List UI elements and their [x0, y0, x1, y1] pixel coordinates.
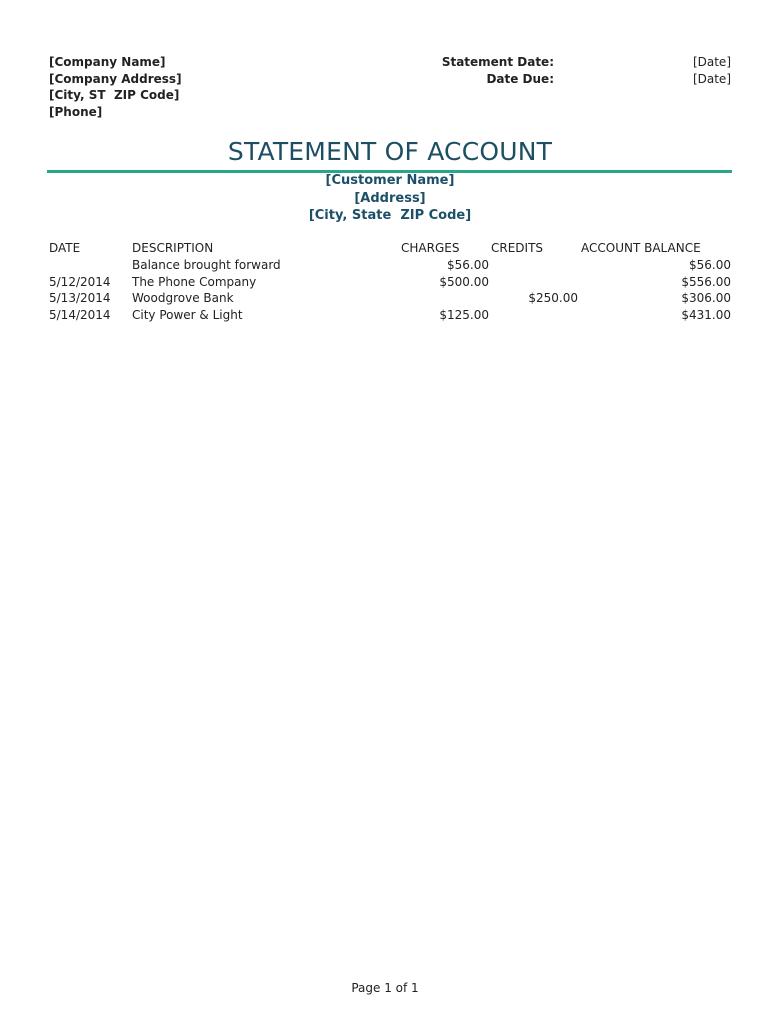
date-values: [693, 54, 731, 87]
row-description: Balance brought forward: [132, 258, 281, 272]
row-balance: $306.00: [681, 291, 731, 305]
header-date: DATE: [49, 241, 81, 255]
header-balance: ACCOUNT BALANCE: [581, 241, 701, 255]
page-title: STATEMENT OF ACCOUNT: [227, 137, 553, 166]
date-labels: [442, 54, 554, 87]
customer-name: [Customer Name]: [325, 173, 455, 188]
header-description: DESCRIPTION: [132, 241, 214, 255]
row-date: 5/12/2014: [49, 274, 111, 289]
company-phone: [Phone]: [49, 104, 103, 119]
row-charges: $500.00: [439, 274, 489, 289]
row-charges: $56.00: [447, 258, 489, 272]
row-description: Woodgrove Bank: [132, 291, 234, 305]
company-block: [49, 54, 182, 120]
row-date: 5/13/2014: [49, 291, 111, 305]
customer-block: [0, 172, 770, 225]
customer-address: [Address]: [354, 190, 426, 206]
row-description: City Power & Light: [132, 307, 243, 322]
statement-date-value: [Date]: [692, 55, 731, 69]
company-name: [Company Name]: [49, 55, 166, 69]
company-address: [Company Address]: [49, 71, 182, 86]
statement-date-label: Statement Date:: [441, 55, 554, 69]
row-description: The Phone Company: [132, 274, 257, 289]
row-balance: $56.00: [689, 258, 731, 272]
date-due-value: [Date]: [692, 71, 731, 86]
header-credits: CREDITS: [491, 241, 544, 255]
row-date: 5/14/2014: [49, 307, 111, 322]
row-balance: $556.00: [681, 274, 731, 289]
company-city: [City, ST ZIP Code]: [49, 88, 180, 103]
row-credits: $250.00: [528, 291, 578, 305]
header-charges: CHARGES: [401, 241, 460, 255]
page-number: Page 1 of 1: [351, 981, 419, 995]
row-charges: $125.00: [439, 307, 489, 322]
date-due-label: Date Due:: [486, 71, 554, 86]
customer-city: [City, State ZIP Code]: [308, 208, 472, 223]
row-balance: $431.00: [681, 307, 731, 322]
